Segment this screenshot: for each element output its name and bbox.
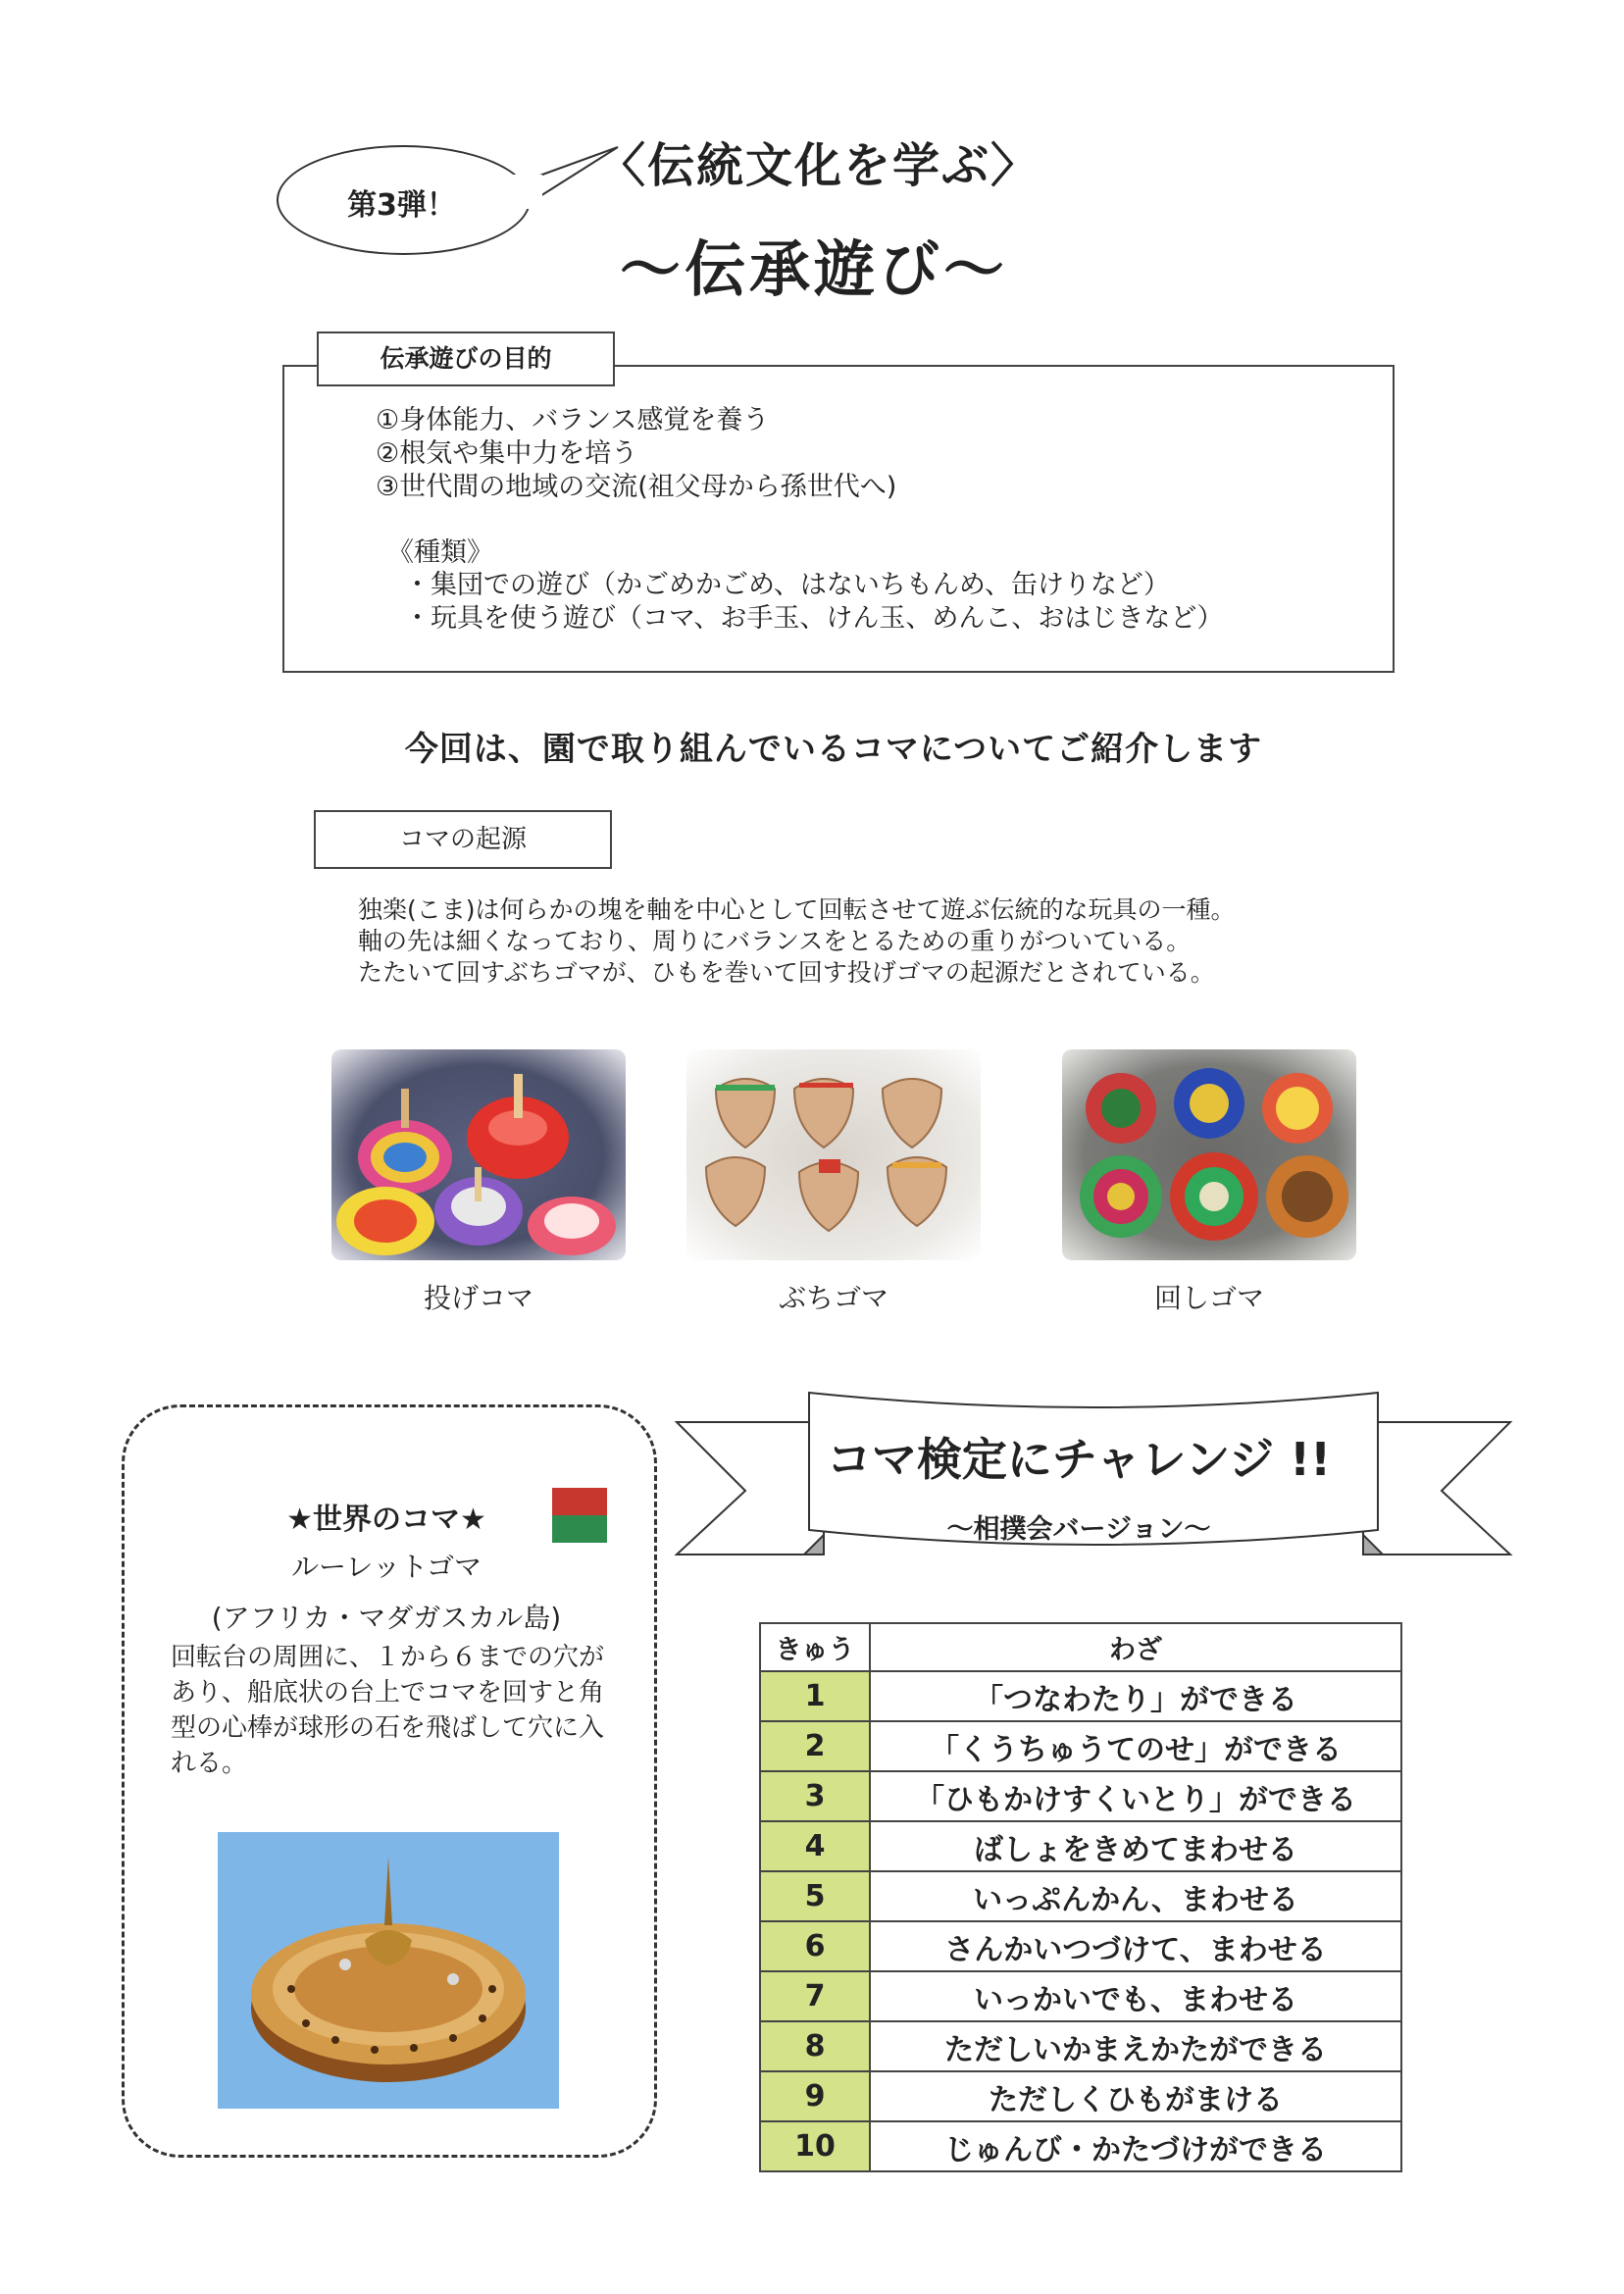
rank-cell: 1 [760,1671,870,1721]
page-title: 〈伝統文化を学ぶ〉 [598,138,1040,193]
table-row [760,1921,1401,1971]
rank-cell: 7 [760,1971,870,2021]
skill-cell: さんかいつづけて、まわせる [870,1921,1401,1971]
rank-cell: 2 [760,1721,870,1771]
rank-cell: 8 [760,2021,870,2071]
world-koma-name: ルーレットゴマ [290,1551,482,1583]
skill-cell: 「くうちゅうてのせ」ができる [870,1721,1401,1771]
kentei-table [759,1622,1402,2172]
purpose-label: 伝承遊びの目的 [317,331,615,386]
rank-cell: 10 [760,2121,870,2171]
table-row [760,1721,1401,1771]
mawashi-koma-photo [1062,1049,1356,1260]
photo-caption: ぶちゴマ [778,1282,888,1314]
column-header-rank: きゅう [760,1623,870,1671]
page-subtitle: 〜伝承遊び〜 [619,233,1008,305]
rank-cell: 9 [760,2071,870,2121]
types-item: ・玩具を使う遊び（コマ、お手玉、けん玉、めんこ、おはじきなど） [404,603,1224,634]
types-heading: 《種類》 [387,537,493,568]
kentei-subtitle: 〜相撲会バージョン〜 [946,1514,1211,1545]
rank-cell: 3 [760,1771,870,1821]
table-row [760,2121,1401,2171]
roulette-koma-photo [218,1832,559,2109]
table-row [760,1971,1401,2021]
rank-cell: 6 [760,1921,870,1971]
skill-cell: いっかいでも、まわせる [870,1971,1401,2021]
table-row [760,1871,1401,1921]
skill-cell: 「ひもかけすくいとり」ができる [870,1771,1401,1821]
purpose-item: ②根気や集中力を培う [376,438,638,469]
purpose-item: ①身体能力、バランス感覚を養う [376,405,770,435]
nage-koma-photo [331,1049,626,1260]
madagascar-flag-icon [552,1488,607,1543]
bubble-text: 第3弾！ [347,188,456,223]
table-row [760,1771,1401,1821]
kentei-title: コマ検定にチャレンジ !! [826,1433,1332,1486]
skill-cell: ばしょをきめてまわせる [870,1821,1401,1871]
skill-cell: いっぷんかん、まわせる [870,1871,1401,1921]
world-koma-description: 回転台の周囲に、１から６までの穴があり、船底状の台上でコマを回すと角型の心棒が球形の石を飛ばして穴に入れる。 [171,1643,605,1778]
skill-cell: じゅんび・かたづけができる [870,2121,1401,2171]
table-row [760,1671,1401,1721]
rank-cell: 5 [760,1871,870,1921]
table-row [760,2071,1401,2121]
purpose-item: ③世代間の地域の交流(祖父母から孫世代へ) [376,472,897,502]
buchi-koma-photo [686,1049,981,1260]
origin-line: たたいて回すぶちゴマが、ひもを巻いて回す投げゴマの起源だとされている。 [358,958,1215,987]
ribbon-banner [667,1373,1520,1628]
table-header-row [760,1623,1401,1671]
skill-cell: ただしいかまえかたができる [870,2021,1401,2071]
origin-line: 独楽(こま)は何らかの塊を軸を中心として回転させて遊ぶ伝統的な玩具の一種。 [358,895,1236,924]
column-header-skill: わざ [870,1623,1401,1671]
rank-cell: 4 [760,1821,870,1871]
table-row [760,1821,1401,1871]
table-row [760,2021,1401,2071]
skill-cell: 「つなわたり」ができる [870,1671,1401,1721]
world-koma-region: (アフリカ・マダガスカル島) [211,1602,562,1634]
types-item: ・集団での遊び（かごめかごめ、はないちもんめ、缶けりなど） [404,570,1170,600]
photo-caption: 投げコマ [423,1282,533,1314]
skill-cell: ただしくひもがまける [870,2071,1401,2121]
origin-line: 軸の先は細くなっており、周りにバランスをとるための重りがついている。 [358,927,1192,955]
world-title: ★世界のコマ★ [286,1503,486,1537]
intro-text: 今回は、園で取り組んでいるコマについてご紹介します [404,730,1263,769]
origin-label: コマの起源 [314,810,612,869]
photo-caption: 回しゴマ [1153,1282,1264,1314]
